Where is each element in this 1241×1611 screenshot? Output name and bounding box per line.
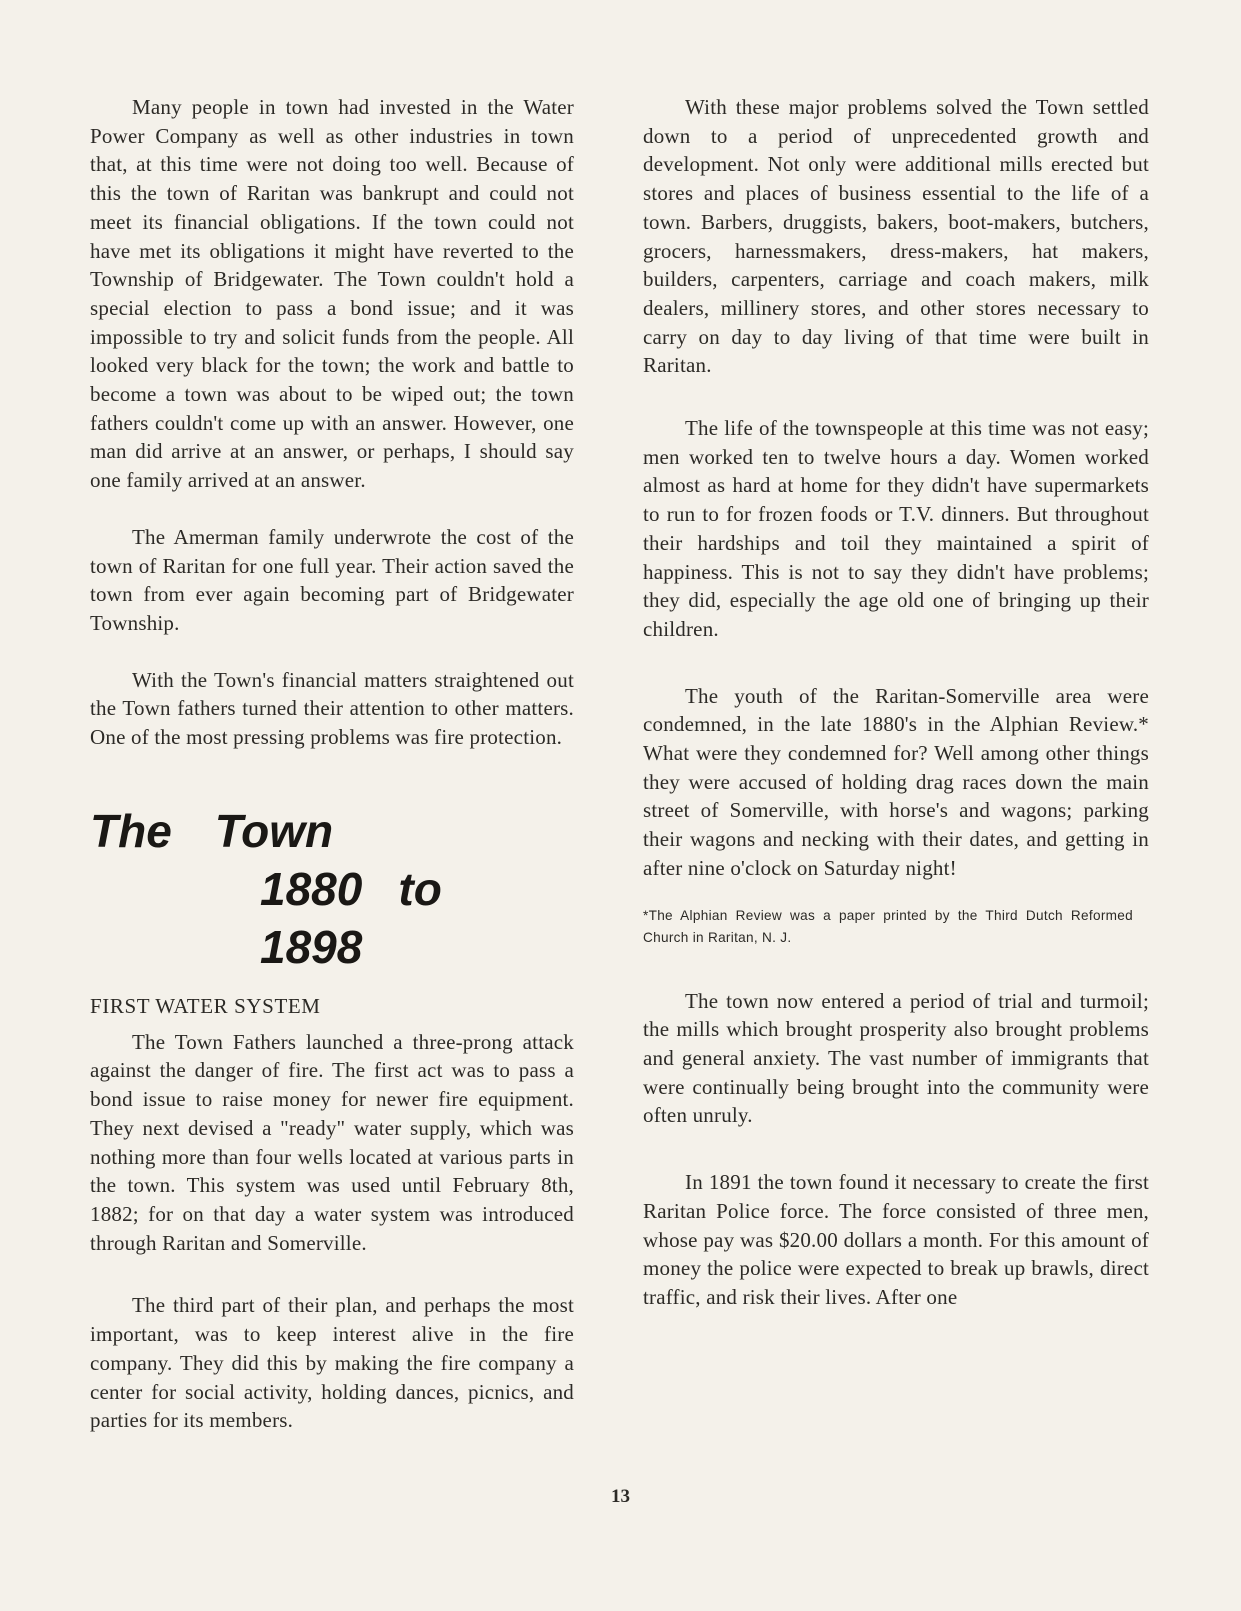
paragraph: The youth of the Raritan-Somerville area were condemned, in the late 1880's in the Alphian Review.* What were they condemned for? Well among other things they were accused of holding drag races down the main street of Somerville, with horse's and wagons; parking their wagons and necking with their dates, and getting in after nine o'clock on Saturday night!	[643, 683, 1149, 880]
heading-line-2	[90, 860, 574, 976]
heading-word: Town	[214, 804, 334, 857]
paragraph: With the Town's financial matters straightened out the Town fathers turned their attention to other matters. One of the most pressing problems was fire protection.	[90, 667, 574, 750]
heading-word: to	[398, 862, 442, 915]
paragraph: With these major problems solved the Town settled down to a period of unprecedented growth and development. Not only were additional mills erected but stores and places of business essential to the life of a town. Barbers, druggists, bakers, boot-makers, butchers, grocers, harnessmakers, dress-makers, hat makers, builders, carpenters, carriage and coach makers, milk dealers, millinery stores, and other stores necessary to carry on day to day living of that time were built in Raritan.	[643, 95, 1149, 378]
subheading: FIRST WATER SYSTEM	[90, 993, 321, 1018]
left-column	[90, 93, 574, 1435]
right-column	[643, 93, 1149, 1312]
paragraph: The Town Fathers launched a three-prong attack against the danger of fire. The first act was to pass a bond issue to raise money for newer fire equipment. They next devised a "ready" water supply, which was nothing more than four wells located at various parts in the town. This system was used until February 8th, 1882; for on that day a water system was introduced through Raritan and Somerville.	[90, 1029, 574, 1255]
heading-year-end: 1898	[260, 920, 363, 973]
footnote: *The Alphian Review was a paper printed by the Third Dutch Reformed Church in Raritan, N. J.	[643, 907, 1133, 945]
paragraph: In 1891 the town found it necessary to create the first Raritan Police force. The force consisted of three men, whose pay was $20.00 dollars a month. For this amount of money the police were expected to break up brawls, direct traffic, and risk their lives. After one	[643, 1170, 1149, 1309]
paragraph: The town now entered a period of trial and turmoil; the mills which brought prosperity also brought problems and general anxiety. The vast number of immigrants that were continually being brought into the community were often unruly.	[643, 988, 1149, 1128]
section-heading	[90, 802, 574, 976]
paragraph: The Amerman family underwrote the cost of the town of Raritan for one full year. Their action saved the town from ever again becoming part of Bridgewater Township.	[90, 524, 574, 635]
heading-year-start: 1880	[260, 862, 363, 915]
paragraph: The life of the townspeople at this time was not easy; men worked ten to twelve hours a day. Women worked almost as hard at home for they didn't have supermarkets to run to for frozen foods or T.V. dinners. But throughout their hardships and toil they maintained a spirit of happiness. This is not to say they didn't have problems; they did, especially the age old one of bringing up their children.	[643, 416, 1149, 641]
heading-line-1	[90, 802, 574, 860]
paragraph: The third part of their plan, and perhaps the most important, was to keep interest alive in the fire company. They did this by making the fire company a center for social activity, holding dances, picnics, and parties for its members.	[90, 1293, 574, 1433]
page-number: 13	[611, 1486, 630, 1507]
paragraph: Many people in town had invested in the Water Power Company as well as other industries in town that, at this time were not doing too well. Because of this the town of Raritan was bankrupt and could not meet its financial obligations. If the town could not have met its obligations it might have reverted to the Township of Bridgewater. The Town couldn't hold a special election to pass a bond issue; and it was impossible to try and solicit funds from the people. All looked very black for the town; the work and battle to become a town was about to be wiped out; the town fathers couldn't come up with an answer. However, one man did arrive at an answer, or perhaps, I should say one family arrived at an answer.	[90, 95, 574, 493]
heading-word: The	[90, 804, 172, 857]
